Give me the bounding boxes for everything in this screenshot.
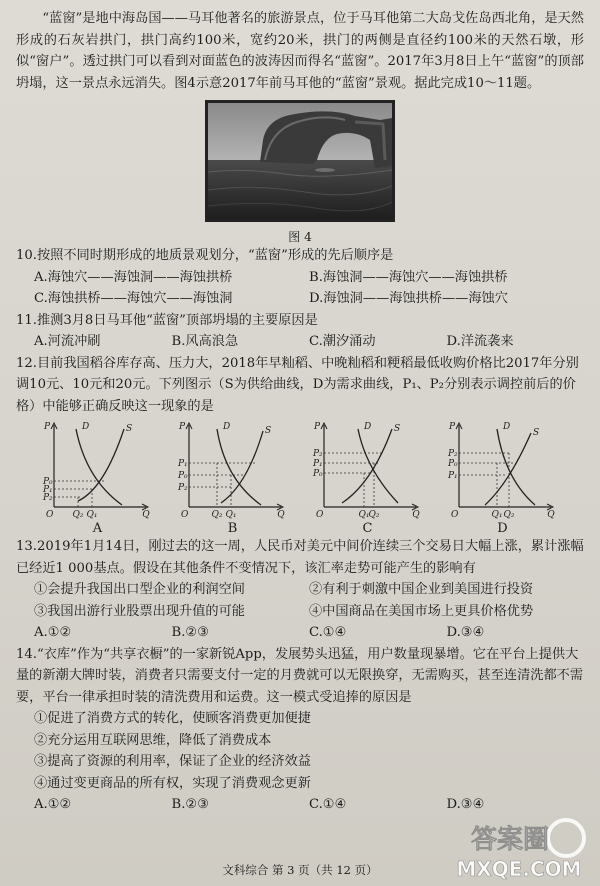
q13-statement-2: ②有利于刺激中国企业到美国进行投资 [309, 582, 534, 597]
watermark-url: MXQE.COM [456, 857, 582, 881]
y-tick-label: P₁ [312, 459, 323, 469]
question-12 [16, 353, 584, 537]
x-axis-label: Q [546, 510, 555, 519]
watermark-title: 答案圈 [470, 825, 550, 855]
y-axis-label: P [178, 422, 185, 432]
y-tick-label: P₁ [42, 485, 53, 495]
q11-option-b: B.风高浪急 [171, 334, 239, 349]
q12-chart [444, 419, 562, 536]
q11-option-a: A.河流冲刷 [34, 334, 101, 349]
x-tick-label: Q₁ [225, 510, 236, 519]
demand-curve [497, 429, 535, 505]
x-tick-label: Q₁ [86, 510, 97, 519]
q13-option-c: C.①④ [309, 625, 347, 640]
q14-option-d: D.③④ [446, 797, 485, 812]
chart-label: B [227, 521, 238, 536]
q13-statement-3: ③我国出游行业股票出现升值的可能 [34, 603, 245, 619]
x-tick-label: Q₂ [211, 510, 222, 519]
q14-option-a: A.①② [34, 797, 72, 812]
question-14 [16, 644, 584, 816]
supply-demand-diagram [42, 419, 154, 519]
q13-statement-1: ①会提升我国出口型企业的利润空间 [34, 582, 245, 597]
figure-4 [205, 100, 395, 245]
supply-curve-label: S [393, 424, 400, 434]
question-13 [16, 536, 584, 644]
y-tick-label: P₂ [177, 483, 188, 493]
q12-chart [39, 419, 157, 536]
demand-curve [217, 429, 261, 505]
supply-curve [221, 431, 263, 503]
q11-option-d: D.洋流袭来 [446, 334, 514, 349]
x-tick-label: Q₁ [491, 510, 502, 519]
q13-option-a: A.①② [34, 625, 72, 640]
figure-caption: 图 4 [288, 230, 312, 244]
origin-label: O [45, 510, 53, 519]
watermark-logo [444, 814, 594, 884]
y-tick-label: P₁ [177, 459, 188, 469]
q12-chart [309, 419, 427, 536]
demand-curve-label: D [502, 422, 510, 432]
y-axis-label: P [313, 422, 320, 432]
q12-chart [174, 419, 292, 536]
supply-demand-diagram [447, 419, 559, 519]
y-tick-label: P₂ [42, 493, 53, 503]
q12-charts [16, 417, 584, 536]
y-tick-label: P₀ [312, 469, 323, 479]
origin-label: O [180, 510, 188, 519]
question-14-stem: 14.“衣库”作为“共享衣橱”的一家新锐App，发展势头迅猛，用户数量现暴增。它在平台上提供大量的新潮大牌时装，消费者只需要支付一定的月费就可以无限换穿，无需购买，甚至连清洗都不需要，平台一律承担时装的清洗费用和运费。这一模式受追捧的原因是 [16, 646, 584, 705]
origin-label: O [450, 510, 458, 519]
x-tick-label: Q₂ [368, 510, 379, 519]
demand-curve-label: D [363, 422, 371, 432]
supply-demand-diagram [312, 419, 424, 519]
q11-option-c: C.潮汐涌动 [309, 334, 376, 349]
q13-option-b: B.②③ [171, 625, 210, 640]
y-tick-label: P₀ [42, 477, 53, 487]
x-tick-label: Q₂ [503, 510, 514, 519]
supply-curve-label: S [125, 424, 132, 434]
question-10-stem: 10.按照不同时期形成的地质景观划分，“蓝窗”形成的先后顺序是 [16, 248, 394, 263]
y-tick-label: P₁ [447, 471, 458, 481]
demand-curve [358, 429, 398, 503]
page-footer: 文科综合 第 3 页（共 12 页） [222, 863, 378, 877]
reading-passage: “蓝窗”是地中海岛国——马耳他著名的旅游景点，位于马耳他第二大岛戈佐岛西北角，是天然形成的石灰岩拱门，拱门高约100米，宽约20米，拱门的两侧是直径约100米的天然石墩，形似“窗户”。透过拱门可以看到对面蓝色的波涛因而得名“蓝窗”。2017年3月8日上午“蓝窗”的顶部坍塌，这一景点永远消失。图4示意2017年前马耳他的“蓝窗”景观。据此完成10～11题。 [16, 11, 584, 91]
q10-option-b: B.海蚀洞——海蚀穴——海蚀拱桥 [309, 269, 508, 285]
y-tick-label: P₀ [447, 459, 458, 469]
x-axis-label: Q [276, 510, 285, 519]
chart-label: C [362, 521, 373, 536]
supply-curve [78, 429, 124, 501]
y-tick-label: P₂ [312, 449, 323, 459]
q14-statement-4: ④通过变更商品的所有权，实现了消费观念更新 [34, 775, 311, 791]
q13-statement-4: ④中国商品在美国市场上更具价格优势 [309, 603, 534, 619]
q14-option-c: C.①④ [309, 797, 347, 812]
supply-curve [342, 429, 392, 503]
q10-option-d: D.海蚀洞——海蚀拱桥——海蚀穴 [309, 291, 508, 306]
q14-option-b: B.②③ [171, 797, 210, 812]
question-11 [16, 310, 584, 353]
y-axis-label: P [43, 422, 50, 432]
chart-label: A [92, 521, 103, 536]
blue-window-photo [205, 100, 395, 222]
q13-option-d: D.③④ [446, 625, 485, 640]
supply-curve-label: S [532, 428, 539, 438]
demand-curve [76, 429, 122, 505]
y-axis-label: P [448, 422, 455, 432]
question-12-stem: 12.目前我国稻谷库存高、压力大，2018年早籼稻、中晚籼稻和粳稻最低收购价格比2017年分别调10元、10元和20元。下列图示（S为供给曲线，D为需求曲线，P₁、P₂分别表示调控前后的价格）中能够正确反映这一现象的是 [16, 355, 579, 414]
question-11-stem: 11.推测3月8日马耳他“蓝窗”顶部坍塌的主要原因是 [16, 312, 318, 328]
chart-label: D [497, 521, 508, 536]
demand-curve-label: D [222, 422, 230, 432]
x-axis-label: Q [141, 510, 150, 519]
y-tick-label: P₀ [177, 471, 188, 481]
q14-statement-1: ①促进了消费方式的转化，使顾客消费更加便捷 [34, 711, 311, 726]
q14-statement-3: ③提高了资源的利用率，保证了企业的经济效益 [34, 754, 311, 769]
demand-curve-label: D [81, 422, 89, 432]
q14-statement-2: ②充分运用互联网思维，降低了消费成本 [34, 732, 272, 748]
question-10 [16, 245, 584, 310]
x-tick-label: Q₁ [358, 510, 369, 519]
x-tick-label: Q₂ [72, 510, 83, 519]
q10-option-c: C.海蚀拱桥——海蚀穴——海蚀洞 [34, 291, 233, 306]
supply-demand-diagram [177, 419, 289, 519]
origin-label: O [315, 510, 323, 519]
x-axis-label: Q [411, 510, 420, 519]
question-13-stem: 13.2019年1月14日，刚过去的这一周，人民币对美元中间价连续三个交易日大幅上涨，累计涨幅已经近1 000基点。假设在其他条件不变情况下，该汇率走势可能产生的影响有 [16, 539, 584, 576]
supply-curve-label: S [264, 426, 271, 436]
q10-option-a: A.海蚀穴——海蚀洞——海蚀拱桥 [34, 269, 233, 285]
y-tick-label: P₂ [447, 449, 458, 459]
